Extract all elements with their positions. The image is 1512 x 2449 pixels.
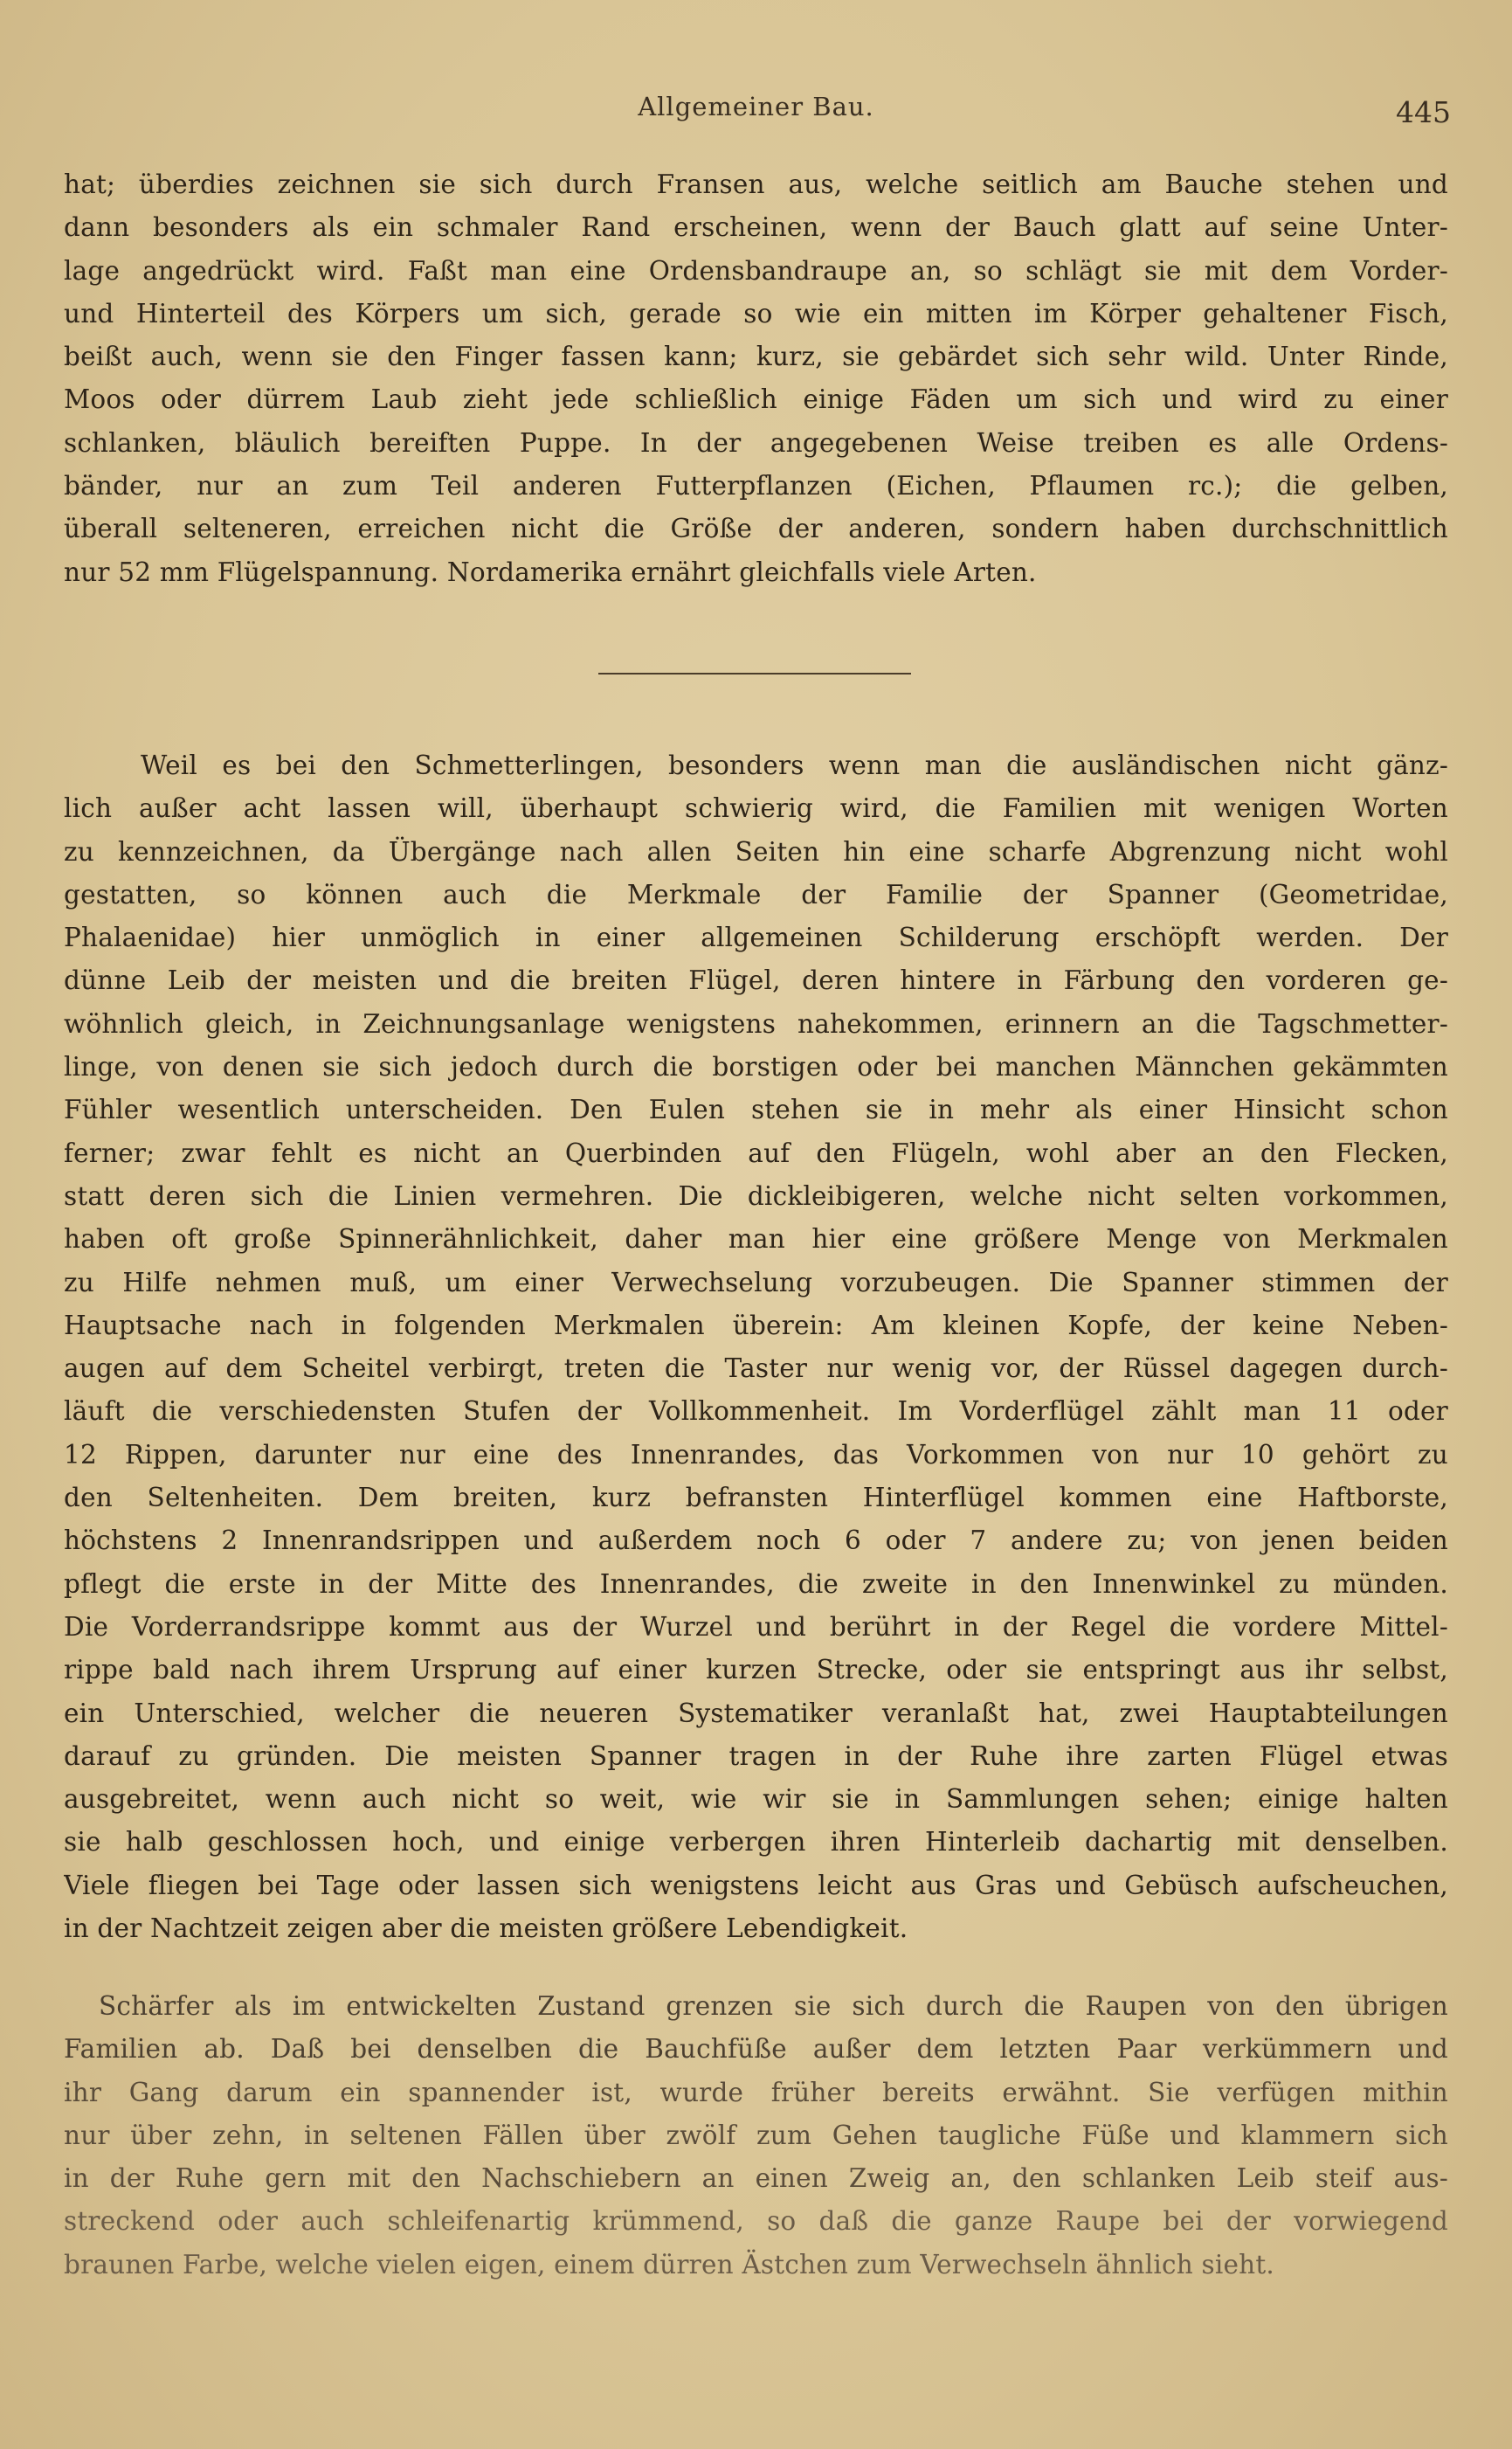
paragraph-spanner-raupen (64, 1985, 1448, 2286)
text-line: nur 52 mm Flügelspannung. Nordamerika ernährt gleichfalls viele Arten. (64, 557, 1037, 587)
text-line: schlanken, bläulich bereiften Puppe. In der angegebenen Weise treiben es alle Ordens- (64, 427, 1448, 458)
text-line: sie halb geschlossen hoch, und einige verbergen ihren Hinterleib dachartig mit denselben. (64, 1827, 1448, 1858)
text-line: 12 Rippen, darunter nur eine des Innenrandes, das Vorkommen von nur 10 gehört zu (64, 1439, 1448, 1470)
text-line: zu kennzeichnen, da Übergänge nach allen Seiten hin eine scharfe Abgrenzung nicht wohl (64, 836, 1448, 867)
text-line: ein Unterschied, welcher die neueren Systematiker veranlaßt hat, zwei Hauptabteilungen (64, 1698, 1448, 1728)
text-line: und Hinterteil des Körpers um sich, gerade so wie ein mitten im Körper gehaltener Fisch, (64, 298, 1448, 329)
text-line: hat; überdies zeichnen sie sich durch Fransen aus, welche seitlich am Bauche stehen und (64, 169, 1448, 199)
section-divider (598, 673, 911, 675)
text-line: läuft die verschiedensten Stufen der Vollkommenheit. Im Vorderflügel zählt man 11 oder (64, 1396, 1448, 1427)
text-line: dünne Leib der meisten und die breiten Flügel, deren hintere in Färbung den vorderen ge- (64, 965, 1448, 996)
text-line: Die Vorderrandsrippe kommt aus der Wurzel und berührt in der Regel die vordere Mittel- (64, 1611, 1448, 1642)
text-line: Weil es bei den Schmetterlingen, besonders wenn man die ausländischen nicht gänz- (141, 751, 1448, 780)
text-line: statt deren sich die Linien vermehren. Die dickleibigeren, welche nicht selten vorkommen, (64, 1180, 1448, 1211)
text-line: pflegt die erste in der Mitte des Innenrandes, die zweite in den Innenwinkel zu münden. (64, 1568, 1448, 1599)
text-line: darauf zu gründen. Die meisten Spanner tragen in der Ruhe ihre zarten Flügel etwas (64, 1740, 1448, 1771)
text-line: Phalaenidae) hier unmöglich in einer allgemeinen Schilderung erschöpft werden. Der (64, 923, 1448, 953)
text-line: nur über zehn, in seltenen Fällen über zwölf zum Gehen taugliche Füße und klammern sich (64, 2120, 1448, 2150)
text-line: Schärfer als im entwickelten Zustand grenzen sie sich durch die Raupen von den übrigen (99, 1991, 1448, 2021)
text-line: Moos oder dürrem Laub zieht jede schließlich einige Fäden um sich und wird zu einer (64, 384, 1448, 415)
text-line: rippe bald nach ihrem Ursprung auf einer kurzen Strecke, oder sie entspringt aus ihr selbst, (64, 1655, 1448, 1685)
text-line: gestatten, so können auch die Merkmale der Familie der Spanner (Geometridae, (64, 879, 1448, 910)
text-line: höchstens 2 Innenrandsrippen und außerdem noch 6 oder 7 andere zu; von jenen beiden (64, 1525, 1448, 1556)
text-line: den Seltenheiten. Dem breiten, kurz befransten Hinterflügel kommen eine Haftborste, (64, 1483, 1448, 1513)
text-line: dann besonders als ein schmaler Rand erscheinen, wenn der Bauch glatt auf seine Unter- (64, 212, 1448, 243)
paragraph-ordensband (64, 163, 1448, 594)
paragraph-spanner-intro (64, 744, 1448, 1950)
text-line: wöhnlich gleich, in Zeichnungsanlage wenigstens nahekommen, erinnern an die Tagschmetter- (64, 1008, 1448, 1039)
text-line: ausgebreitet, wenn auch nicht so weit, wie wir sie in Sammlungen sehen; einige halten (64, 1784, 1448, 1815)
running-head (0, 92, 1512, 130)
text-line: Familien ab. Daß bei denselben die Bauchfüße außer dem letzten Paar verkümmern und (64, 2034, 1448, 2065)
text-line: linge, von denen sie sich jedoch durch die borstigen oder bei manchen Männchen gekämmten (64, 1052, 1448, 1083)
text-line: Fühler wesentlich unterscheiden. Den Eulen stehen sie in mehr als einer Hinsicht schon (64, 1095, 1448, 1125)
text-line: streckend oder auch schleifenartig krümmend, so daß die ganze Raupe bei der vorwiegend (64, 2206, 1448, 2237)
text-line: bänder, nur an zum Teil anderen Futterpflanzen (Eichen, Pflaumen rc.); die gelben, (64, 471, 1448, 502)
running-title: Allgemeiner Bau. (638, 92, 874, 121)
text-line: ihr Gang darum ein spannender ist, wurde früher bereits erwähnt. Sie verfügen mithin (64, 2077, 1448, 2107)
text-line: Viele fliegen bei Tage oder lassen sich wenigstens leicht aus Gras und Gebüsch aufscheuchen, (64, 1870, 1448, 1900)
text-line: Hauptsache nach in folgenden Merkmalen überein: Am kleinen Kopfe, der keine Neben- (64, 1310, 1448, 1340)
text-line: augen auf dem Scheitel verbirgt, treten die Taster nur wenig vor, der Rüssel dagegen durch- (64, 1353, 1448, 1384)
text-line: in der Ruhe gern mit den Nachschiebern an einen Zweig an, den schlanken Leib steif aus- (64, 2163, 1448, 2194)
text-line: zu Hilfe nehmen muß, um einer Verwechselung vorzubeugen. Die Spanner stimmen der (64, 1267, 1448, 1297)
text-line: ferner; zwar fehlt es nicht an Querbinden auf den Flügeln, wohl aber an den Flecken, (64, 1138, 1448, 1168)
text-line: lage angedrückt wird. Faßt man eine Ordensbandraupe an, so schlägt sie mit dem Vorder- (64, 255, 1448, 286)
text-line: beißt auch, wenn sie den Finger fassen kann; kurz, sie gebärdet sich sehr wild. Unter Rinde, (64, 342, 1448, 372)
text-line: überall selteneren, erreichen nicht die Größe der anderen, sondern haben durchschnittlich (64, 514, 1448, 544)
text-line: haben oft große Spinnerähnlichkeit, daher man hier eine größere Menge von Merkmalen (64, 1224, 1448, 1255)
text-line: braunen Farbe, welche vielen eigen, einem dürren Ästchen zum Verwechseln ähnlich sieht. (64, 2249, 1274, 2280)
page-number: 445 (1396, 95, 1451, 129)
text-line: in der Nachtzeit zeigen aber die meisten größere Lebendigkeit. (64, 1913, 908, 1944)
text-line: lich außer acht lassen will, überhaupt schwierig wird, die Familien mit wenigen Worten (64, 793, 1448, 824)
